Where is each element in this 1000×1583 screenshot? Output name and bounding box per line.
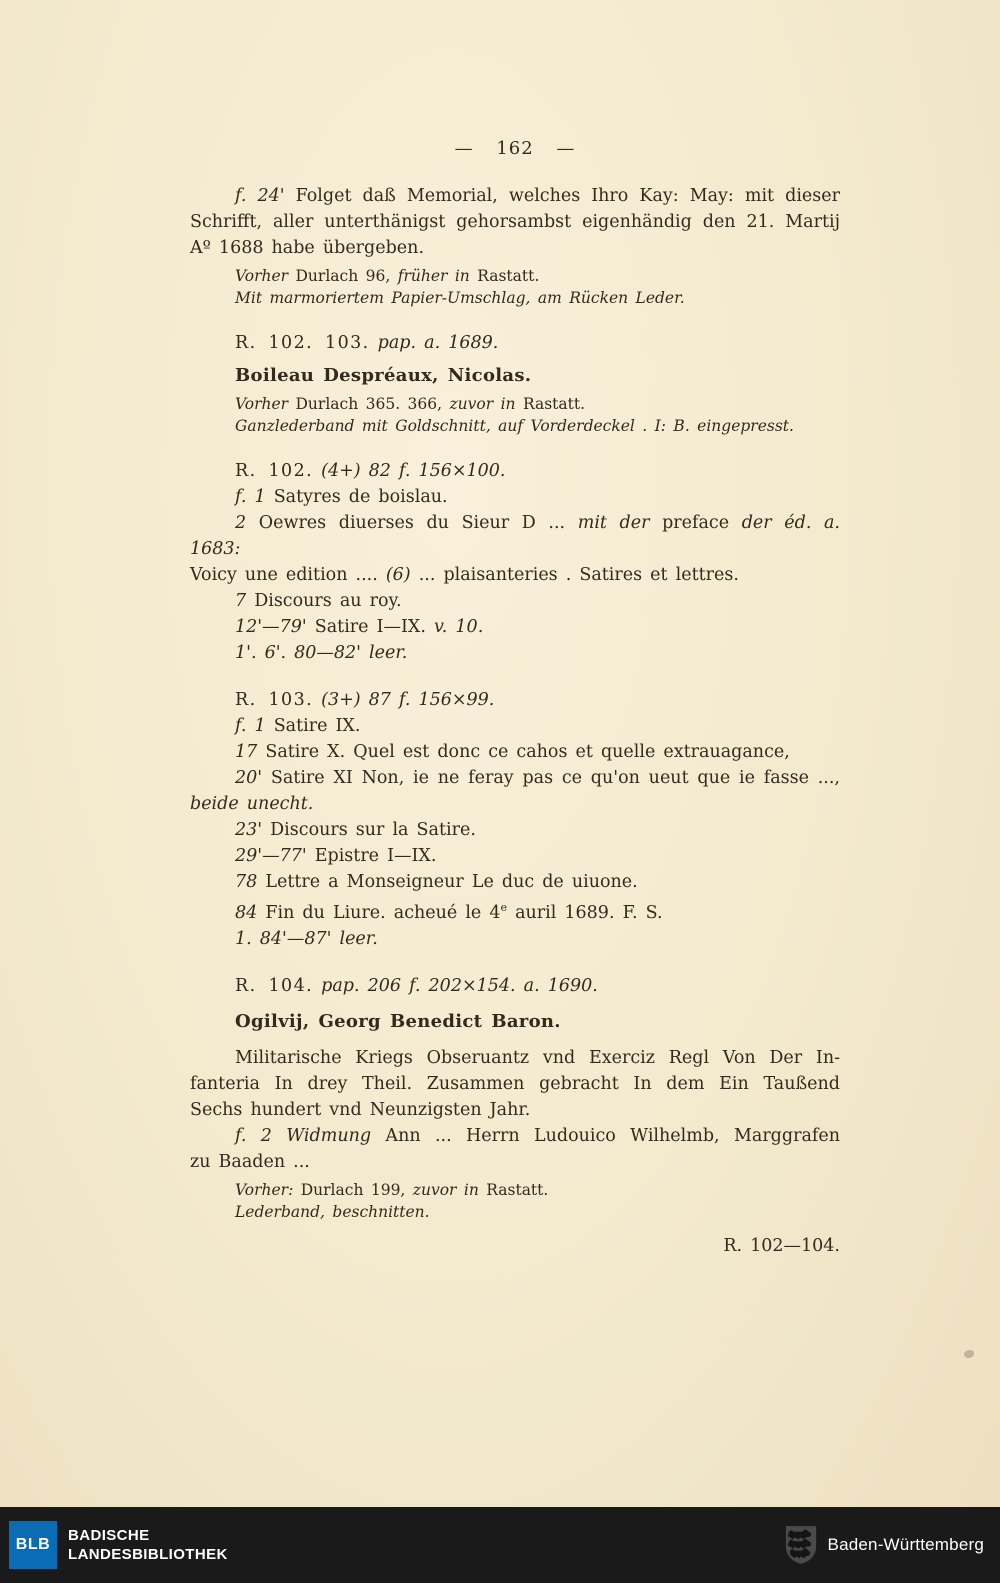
- text-segment: Lettre a Monseigneur Le duc de uiuone.: [257, 872, 638, 892]
- text-segment: v. 10.: [433, 617, 484, 637]
- text-segment: Militarische Kriegs Obseruantz vnd Exerciz Regl Von Der In-: [235, 1047, 840, 1068]
- text-segment: Folget daß Memorial, welches Ihro Kay: May: mit dieser: [284, 186, 840, 206]
- text-line: [190, 973, 840, 999]
- text-segment: Discours sur la Satire.: [262, 820, 476, 840]
- text-line: [190, 869, 840, 895]
- text-line: [190, 363, 840, 389]
- paper-speck: [964, 1350, 974, 1358]
- text-line: [190, 510, 840, 562]
- text-segment: 1'. 6'. 80—82' leer.: [235, 643, 408, 663]
- text-segment: R. 102.: [235, 461, 314, 481]
- text-segment: 7: [235, 591, 247, 611]
- text-segment: Sechs hundert vnd Neunzigsten Jahr.: [190, 1099, 531, 1120]
- text-segment: Schrifft, aller unterthänigst gehorsambst eigenhändig den 21. Martij: [190, 212, 840, 232]
- coat-of-arms-icon: [784, 1525, 818, 1565]
- blb-logo: [9, 1521, 57, 1569]
- text-line: [190, 484, 840, 510]
- text-line: [190, 1009, 840, 1035]
- text-segment: zu Baaden ...: [190, 1151, 310, 1172]
- text-segment: f. 24': [235, 186, 285, 206]
- text-line: [190, 588, 840, 614]
- text-line: [190, 287, 840, 309]
- text-line: [190, 393, 840, 415]
- text-segment: Boileau Despréaux, Nicolas.: [235, 365, 532, 386]
- text-segment: preface: [649, 513, 742, 533]
- text-segment: Discours au roy.: [246, 591, 402, 611]
- library-name-line1: BADISCHE: [68, 1527, 150, 1544]
- text-segment: e: [500, 901, 508, 914]
- text-segment: Rastatt.: [515, 395, 586, 413]
- text-segment: früher in: [397, 267, 470, 285]
- text-segment: Vorher: [235, 395, 289, 413]
- text-segment: Oewres diuerses du Sieur D ...: [246, 513, 578, 533]
- text-line: [190, 1045, 840, 1071]
- text-segment: Satyres de boislau.: [265, 487, 448, 507]
- text-segment: 1. 84'—87' leer.: [235, 928, 378, 949]
- text-segment: (4+) 82 f. 156×100.: [313, 461, 506, 481]
- text-segment: R. 102—104.: [723, 1235, 840, 1256]
- text-segment: Satire IX.: [265, 716, 361, 736]
- text-line: [190, 1149, 840, 1175]
- text-segment: fanteria In drey Theil. Zusammen gebracht In dem Ein Taußend: [190, 1073, 840, 1094]
- text-segment: Rastatt.: [469, 267, 540, 285]
- text-segment: Durlach 365. 366,: [288, 395, 450, 413]
- text-line: [190, 640, 840, 666]
- text-line: [190, 1233, 840, 1259]
- text-segment: pap. a. 1689.: [369, 333, 499, 353]
- text-segment: Ganzlederband mit Goldschnitt, auf Vorderdeckel . I: B. eingepresst.: [235, 417, 794, 435]
- text-line: [190, 817, 840, 843]
- text-segment: Fin du Liure. acheué le 4: [257, 902, 501, 923]
- text-line: [190, 183, 840, 209]
- text-line: [190, 687, 840, 713]
- text-segment: f. 1: [235, 716, 266, 736]
- text-segment: (3+) 87 f. 156×99.: [313, 690, 495, 710]
- text-line: [190, 458, 840, 484]
- text-segment: Vorher: [235, 267, 289, 285]
- text-segment: (6): [385, 565, 411, 585]
- text-segment: Satire I—IX.: [306, 617, 434, 637]
- text-segment: 20': [235, 768, 263, 788]
- text-line: [190, 1179, 840, 1201]
- text-segment: 84: [235, 902, 258, 923]
- text-segment: zuvor in: [412, 1180, 479, 1199]
- text-segment: 17: [235, 742, 258, 762]
- footer-right: [784, 1525, 984, 1565]
- text-line: [190, 415, 840, 437]
- page-text-block: [190, 136, 840, 1259]
- text-segment: f. 2 Widmung: [235, 1125, 372, 1146]
- text-segment: 78: [235, 872, 258, 892]
- text-line: [190, 1097, 840, 1123]
- text-segment: Mit marmoriertem Papier-Umschlag, am Rücken Leder.: [235, 289, 685, 307]
- text-segment: R. 102. 103.: [235, 333, 370, 353]
- text-segment: Durlach 199,: [293, 1180, 413, 1199]
- text-segment: 29'—77': [235, 846, 307, 866]
- footer-bar: [0, 1507, 1000, 1583]
- text-segment: Ogilvij, Georg Benedict Baron.: [235, 1010, 561, 1032]
- state-name: Baden-Württemberg: [827, 1535, 984, 1554]
- text-line: [190, 330, 840, 356]
- text-line: [190, 1201, 840, 1223]
- text-line: [190, 1123, 840, 1149]
- document-lines: [190, 183, 840, 1259]
- text-line: [190, 209, 840, 235]
- text-line: [190, 739, 840, 765]
- text-line: [190, 1071, 840, 1097]
- text-segment: Aº 1688 habe übergeben.: [190, 238, 425, 258]
- text-segment: Durlach 96,: [288, 267, 398, 285]
- text-segment: Satire X. Quel est donc ce cahos et quelle extrauagance,: [257, 742, 790, 762]
- text-line: [190, 235, 840, 261]
- text-segment: Rastatt.: [478, 1180, 549, 1199]
- text-line: [190, 791, 840, 817]
- blb-logo-text: BLB: [15, 1536, 51, 1553]
- text-segment: Voicy une edition ....: [190, 565, 386, 585]
- text-segment: auril 1689. F. S.: [507, 902, 663, 923]
- text-segment: Epistre I—IX.: [306, 846, 437, 866]
- footer-left: [9, 1521, 228, 1569]
- text-segment: Lederband, beschnitten.: [235, 1202, 430, 1221]
- text-segment: f. 1: [235, 487, 266, 507]
- text-segment: Satire XI Non, ie ne feray pas ce qu'on ueut que ie fasse ...,: [262, 768, 840, 788]
- text-segment: Ann ... Herrn Ludouico Wilhelmb, Marggrafen: [371, 1125, 840, 1146]
- text-line: [190, 895, 840, 926]
- text-line: [190, 843, 840, 869]
- library-name: [68, 1526, 228, 1564]
- text-segment: 12'—79': [235, 617, 307, 637]
- page-number: — 162 —: [454, 138, 576, 159]
- text-segment: ... plaisanteries . Satires et lettres.: [410, 565, 739, 585]
- text-line: [190, 562, 840, 588]
- text-segment: 23': [235, 820, 263, 840]
- text-line: [190, 926, 840, 952]
- library-name-line2: LANDESBIBLIOTHEK: [68, 1546, 228, 1563]
- text-segment: 2: [235, 513, 247, 533]
- text-segment: der éd. a. 1683:: [190, 513, 840, 559]
- text-line: [190, 765, 840, 791]
- text-segment: zuvor in: [449, 395, 516, 413]
- text-segment: R. 104.: [235, 975, 314, 996]
- text-segment: mit der: [577, 513, 650, 533]
- text-line: [190, 713, 840, 739]
- text-line: [190, 614, 840, 640]
- text-segment: pap. 206 f. 202×154. a. 1690.: [313, 975, 598, 996]
- text-line: [190, 265, 840, 287]
- text-segment: beide unecht.: [190, 794, 314, 814]
- text-segment: Vorher:: [235, 1180, 294, 1199]
- text-segment: R. 103.: [235, 690, 314, 710]
